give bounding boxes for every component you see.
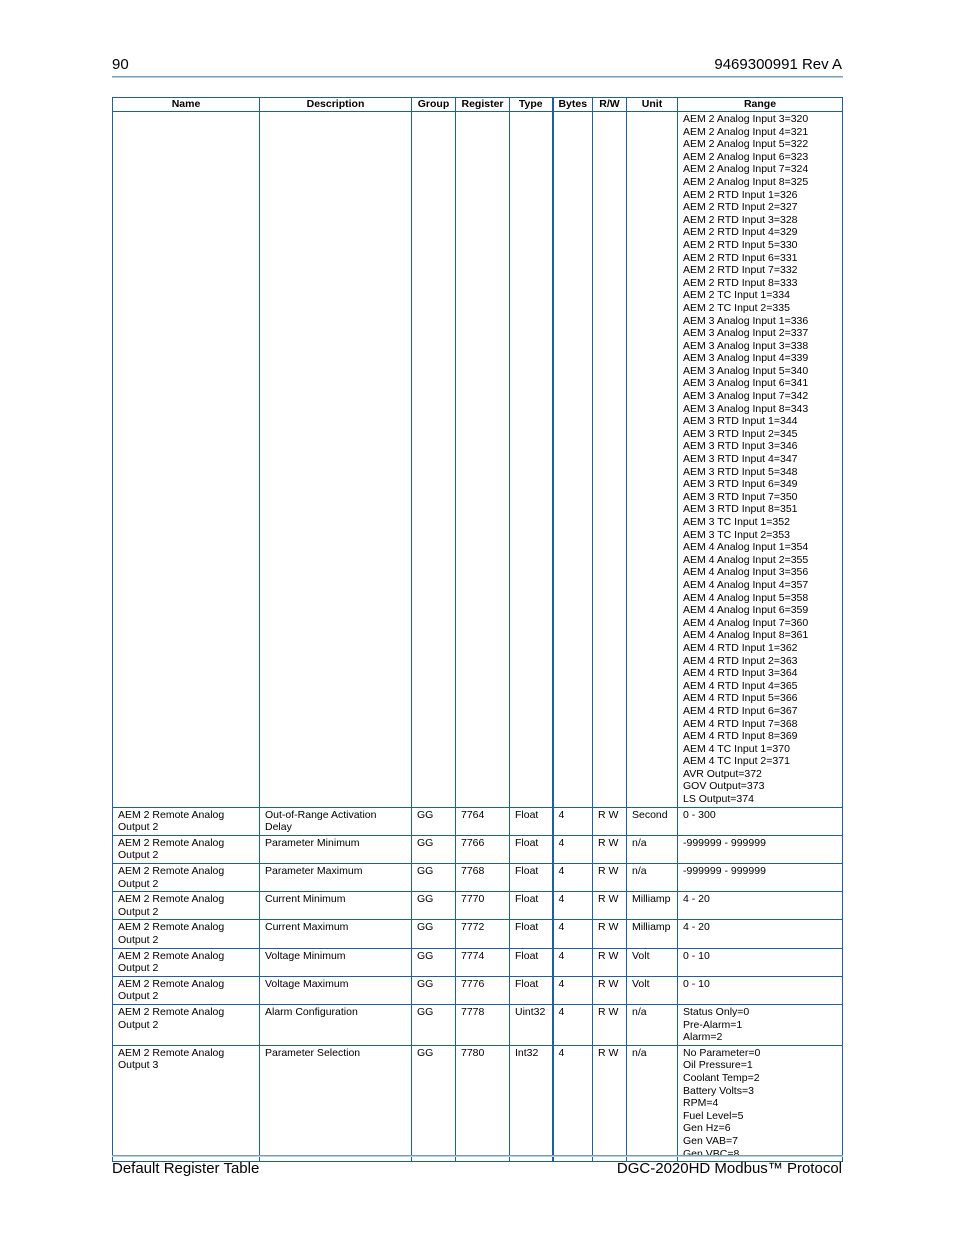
cell-description: Current Minimum xyxy=(260,892,412,920)
range-value: AEM 2 RTD Input 5=330 xyxy=(683,238,798,251)
range-value-list xyxy=(683,950,837,963)
range-value: AEM 4 TC Input 2=371 xyxy=(683,755,790,768)
range-value: No Parameter=0 xyxy=(683,1046,761,1059)
column-header-name: Name xyxy=(113,98,260,112)
range-value: AEM 4 RTD Input 2=363 xyxy=(683,654,798,667)
cell-type: Float xyxy=(510,920,553,948)
range-value: AEM 2 RTD Input 2=327 xyxy=(683,201,798,214)
cell-bytes: 4 xyxy=(553,976,593,1004)
range-value: AEM 4 RTD Input 6=367 xyxy=(683,704,798,717)
range-value-list xyxy=(683,893,837,906)
cell-description: Alarm Configuration xyxy=(260,1004,412,1045)
cell-rw xyxy=(593,112,627,808)
range-value: AEM 3 Analog Input 4=339 xyxy=(683,352,809,365)
page-number: 90 xyxy=(112,56,129,73)
range-value: AEM 4 Analog Input 4=357 xyxy=(683,578,809,591)
range-value-list xyxy=(683,865,837,878)
cell-description: Parameter Maximum xyxy=(260,864,412,892)
cell-group: GG xyxy=(412,1045,456,1161)
cell-unit: Second xyxy=(627,807,678,835)
cell-group: GG xyxy=(412,920,456,948)
cell-register: 7774 xyxy=(456,948,510,976)
column-header-unit: Unit xyxy=(627,98,678,112)
cell-name: AEM 2 Remote Analog Output 2 xyxy=(113,976,260,1004)
table-row xyxy=(113,892,843,920)
cell-rw: R W xyxy=(593,1004,627,1045)
range-value: Gen VBC=8 xyxy=(683,1147,740,1160)
range-value: AEM 4 RTD Input 7=368 xyxy=(683,717,798,730)
cell-unit: Volt xyxy=(627,948,678,976)
range-value: 0 - 300 xyxy=(683,808,716,821)
cell-bytes: 4 xyxy=(553,920,593,948)
range-value-list xyxy=(683,978,837,991)
range-value: AEM 4 RTD Input 3=364 xyxy=(683,667,798,680)
table-row xyxy=(113,112,843,808)
table-row xyxy=(113,1004,843,1045)
table-row xyxy=(113,1045,843,1161)
cell-range xyxy=(678,1004,843,1045)
cell-rw: R W xyxy=(593,807,627,835)
range-value: AEM 4 Analog Input 6=359 xyxy=(683,604,809,617)
range-value: AEM 3 RTD Input 3=346 xyxy=(683,440,798,453)
cell-type: Float xyxy=(510,835,553,863)
cell-description: Voltage Minimum xyxy=(260,948,412,976)
cell-range xyxy=(678,835,843,863)
cell-bytes xyxy=(553,112,593,808)
range-value: AEM 4 Analog Input 1=354 xyxy=(683,541,809,554)
range-value: AEM 2 Analog Input 8=325 xyxy=(683,175,809,188)
range-value: AEM 4 TC Input 1=370 xyxy=(683,742,790,755)
cell-group: GG xyxy=(412,976,456,1004)
cell-unit: n/a xyxy=(627,864,678,892)
cell-type: Float xyxy=(510,807,553,835)
cell-register: 7778 xyxy=(456,1004,510,1045)
page-footer xyxy=(112,1160,842,1180)
column-header-range: Range xyxy=(678,98,843,112)
cell-type: Int32 xyxy=(510,1045,553,1161)
range-value: AEM 4 Analog Input 5=358 xyxy=(683,591,809,604)
range-value: AEM 2 RTD Input 1=326 xyxy=(683,188,798,201)
cell-register: 7766 xyxy=(456,835,510,863)
range-value: LS Output=374 xyxy=(683,793,754,806)
cell-group: GG xyxy=(412,807,456,835)
cell-rw: R W xyxy=(593,864,627,892)
cell-group: GG xyxy=(412,835,456,863)
cell-bytes: 4 xyxy=(553,835,593,863)
cell-bytes: 4 xyxy=(553,892,593,920)
cell-range xyxy=(678,920,843,948)
range-value-list xyxy=(683,809,837,822)
column-header-description: Description xyxy=(260,98,412,112)
cell-register: 7780 xyxy=(456,1045,510,1161)
range-value: AEM 4 Analog Input 7=360 xyxy=(683,616,809,629)
cell-description: Voltage Maximum xyxy=(260,976,412,1004)
cell-name: AEM 2 Remote Analog Output 2 xyxy=(113,864,260,892)
range-value: Pre-Alarm=1 xyxy=(683,1018,743,1031)
cell-rw: R W xyxy=(593,976,627,1004)
cell-description: Parameter Minimum xyxy=(260,835,412,863)
cell-description: Out-of-Range Activation Delay xyxy=(260,807,412,835)
cell-register: 7776 xyxy=(456,976,510,1004)
range-value: AEM 3 Analog Input 8=343 xyxy=(683,402,809,415)
cell-type: Float xyxy=(510,864,553,892)
range-value: AEM 3 RTD Input 1=344 xyxy=(683,415,798,428)
range-value-list xyxy=(683,837,837,850)
cell-rw: R W xyxy=(593,835,627,863)
cell-unit: Volt xyxy=(627,976,678,1004)
range-value: AEM 3 Analog Input 2=337 xyxy=(683,327,809,340)
range-value-list xyxy=(683,1047,837,1160)
range-value: AEM 3 RTD Input 5=348 xyxy=(683,465,798,478)
table-row xyxy=(113,948,843,976)
range-value: Battery Volts=3 xyxy=(683,1084,754,1097)
range-value: 4 - 20 xyxy=(683,893,710,906)
range-value-list xyxy=(683,113,837,806)
cell-bytes: 4 xyxy=(553,864,593,892)
range-value: Status Only=0 xyxy=(683,1005,750,1018)
range-value: AEM 2 Analog Input 3=320 xyxy=(683,113,809,125)
table-body xyxy=(113,112,843,1162)
range-value: AEM 4 RTD Input 4=365 xyxy=(683,679,798,692)
range-value: AEM 3 Analog Input 1=336 xyxy=(683,314,809,327)
range-value: AEM 3 Analog Input 6=341 xyxy=(683,377,809,390)
cell-unit: n/a xyxy=(627,1045,678,1161)
range-value: -999999 - 999999 xyxy=(683,865,766,878)
cell-register: 7770 xyxy=(456,892,510,920)
cell-name: AEM 2 Remote Analog Output 2 xyxy=(113,948,260,976)
range-value: AEM 3 TC Input 2=353 xyxy=(683,528,790,541)
range-value: AEM 3 RTD Input 7=350 xyxy=(683,490,798,503)
cell-unit: Milliamp xyxy=(627,920,678,948)
cell-register: 7764 xyxy=(456,807,510,835)
cell-group: GG xyxy=(412,892,456,920)
range-value: AEM 2 RTD Input 6=331 xyxy=(683,251,798,264)
cell-unit xyxy=(627,112,678,808)
cell-bytes: 4 xyxy=(553,1004,593,1045)
range-value-list xyxy=(683,921,837,934)
range-value: AEM 2 RTD Input 3=328 xyxy=(683,213,798,226)
range-value: AEM 3 Analog Input 7=342 xyxy=(683,390,809,403)
cell-description xyxy=(260,112,412,808)
cell-range xyxy=(678,892,843,920)
table-row xyxy=(113,864,843,892)
cell-range xyxy=(678,948,843,976)
range-value: Fuel Level=5 xyxy=(683,1109,744,1122)
cell-range xyxy=(678,807,843,835)
table-row xyxy=(113,920,843,948)
cell-bytes: 4 xyxy=(553,1045,593,1161)
range-value: AEM 2 TC Input 1=334 xyxy=(683,289,790,302)
range-value: AEM 3 Analog Input 5=340 xyxy=(683,364,809,377)
range-value: Gen VAB=7 xyxy=(683,1134,738,1147)
cell-range xyxy=(678,976,843,1004)
cell-range xyxy=(678,112,843,808)
range-value: AEM 2 RTD Input 4=329 xyxy=(683,226,798,239)
range-value: AEM 3 RTD Input 8=351 xyxy=(683,503,798,516)
footer-rule xyxy=(112,1155,843,1157)
header-rule xyxy=(112,76,843,78)
range-value: AEM 2 TC Input 2=335 xyxy=(683,301,790,314)
column-header-bytes: Bytes xyxy=(553,98,593,112)
range-value: Oil Pressure=1 xyxy=(683,1059,753,1072)
range-value: AEM 2 Analog Input 6=323 xyxy=(683,150,809,163)
range-value: AEM 4 Analog Input 2=355 xyxy=(683,553,809,566)
document-number: 9469300991 Rev A xyxy=(714,56,842,73)
range-value: AEM 4 RTD Input 1=362 xyxy=(683,641,798,654)
cell-name: AEM 2 Remote Analog Output 2 xyxy=(113,892,260,920)
column-header-type: Type xyxy=(510,98,553,112)
cell-unit: n/a xyxy=(627,835,678,863)
range-value: AEM 2 Analog Input 4=321 xyxy=(683,125,809,138)
table-header-row xyxy=(113,98,843,112)
page-header xyxy=(112,56,842,76)
range-value: RPM=4 xyxy=(683,1097,719,1110)
cell-register: 7768 xyxy=(456,864,510,892)
range-value: AEM 4 Analog Input 3=356 xyxy=(683,566,809,579)
cell-group xyxy=(412,112,456,808)
range-value: AEM 4 RTD Input 5=366 xyxy=(683,692,798,705)
range-value: AEM 2 Analog Input 7=324 xyxy=(683,163,809,176)
cell-type: Float xyxy=(510,948,553,976)
cell-unit: n/a xyxy=(627,1004,678,1045)
range-value: AVR Output=372 xyxy=(683,767,762,780)
cell-group: GG xyxy=(412,1004,456,1045)
range-value: -999999 - 999999 xyxy=(683,836,766,849)
range-value: 0 - 10 xyxy=(683,977,710,990)
cell-rw: R W xyxy=(593,920,627,948)
cell-type: Float xyxy=(510,892,553,920)
cell-name: AEM 2 Remote Analog Output 2 xyxy=(113,807,260,835)
range-value: 4 - 20 xyxy=(683,921,710,934)
register-table xyxy=(112,97,843,1162)
cell-type xyxy=(510,112,553,808)
table-row xyxy=(113,807,843,835)
footer-section-title: Default Register Table xyxy=(112,1160,260,1177)
cell-group: GG xyxy=(412,948,456,976)
range-value: AEM 4 Analog Input 8=361 xyxy=(683,629,809,642)
cell-unit: Milliamp xyxy=(627,892,678,920)
cell-rw: R W xyxy=(593,892,627,920)
cell-range xyxy=(678,864,843,892)
column-header-rw: R/W xyxy=(593,98,627,112)
range-value: AEM 3 RTD Input 4=347 xyxy=(683,453,798,466)
range-value: AEM 2 RTD Input 7=332 xyxy=(683,264,798,277)
cell-description: Current Maximum xyxy=(260,920,412,948)
cell-range xyxy=(678,1045,843,1161)
column-header-group: Group xyxy=(412,98,456,112)
footer-product-title: DGC-2020HD Modbus™ Protocol xyxy=(616,1160,842,1177)
range-value: Coolant Temp=2 xyxy=(683,1071,760,1084)
range-value: AEM 2 RTD Input 8=333 xyxy=(683,276,798,289)
cell-name: AEM 2 Remote Analog Output 2 xyxy=(113,1004,260,1045)
cell-name: AEM 2 Remote Analog Output 2 xyxy=(113,835,260,863)
cell-register xyxy=(456,112,510,808)
cell-rw: R W xyxy=(593,1045,627,1161)
cell-name: AEM 2 Remote Analog Output 2 xyxy=(113,920,260,948)
table-row xyxy=(113,976,843,1004)
range-value: AEM 3 RTD Input 2=345 xyxy=(683,427,798,440)
range-value: Alarm=2 xyxy=(683,1031,723,1044)
cell-name: AEM 2 Remote Analog Output 3 xyxy=(113,1045,260,1161)
cell-name xyxy=(113,112,260,808)
range-value: Gen Hz=6 xyxy=(683,1122,731,1135)
range-value: AEM 3 TC Input 1=352 xyxy=(683,516,790,528)
cell-bytes: 4 xyxy=(553,807,593,835)
cell-description: Parameter Selection xyxy=(260,1045,412,1161)
cell-type: Float xyxy=(510,976,553,1004)
range-value: 0 - 10 xyxy=(683,949,710,962)
range-value: AEM 4 RTD Input 8=369 xyxy=(683,730,798,743)
range-value: AEM 3 RTD Input 6=349 xyxy=(683,478,798,491)
range-value: GOV Output=373 xyxy=(683,780,765,793)
range-value: AEM 2 Analog Input 5=322 xyxy=(683,138,809,151)
cell-group: GG xyxy=(412,864,456,892)
column-header-register: Register xyxy=(456,98,510,112)
cell-register: 7772 xyxy=(456,920,510,948)
cell-bytes: 4 xyxy=(553,948,593,976)
table-row xyxy=(113,835,843,863)
range-value: AEM 3 Analog Input 3=338 xyxy=(683,339,809,352)
cell-type: Uint32 xyxy=(510,1004,553,1045)
range-value-list xyxy=(683,1006,837,1044)
cell-rw: R W xyxy=(593,948,627,976)
